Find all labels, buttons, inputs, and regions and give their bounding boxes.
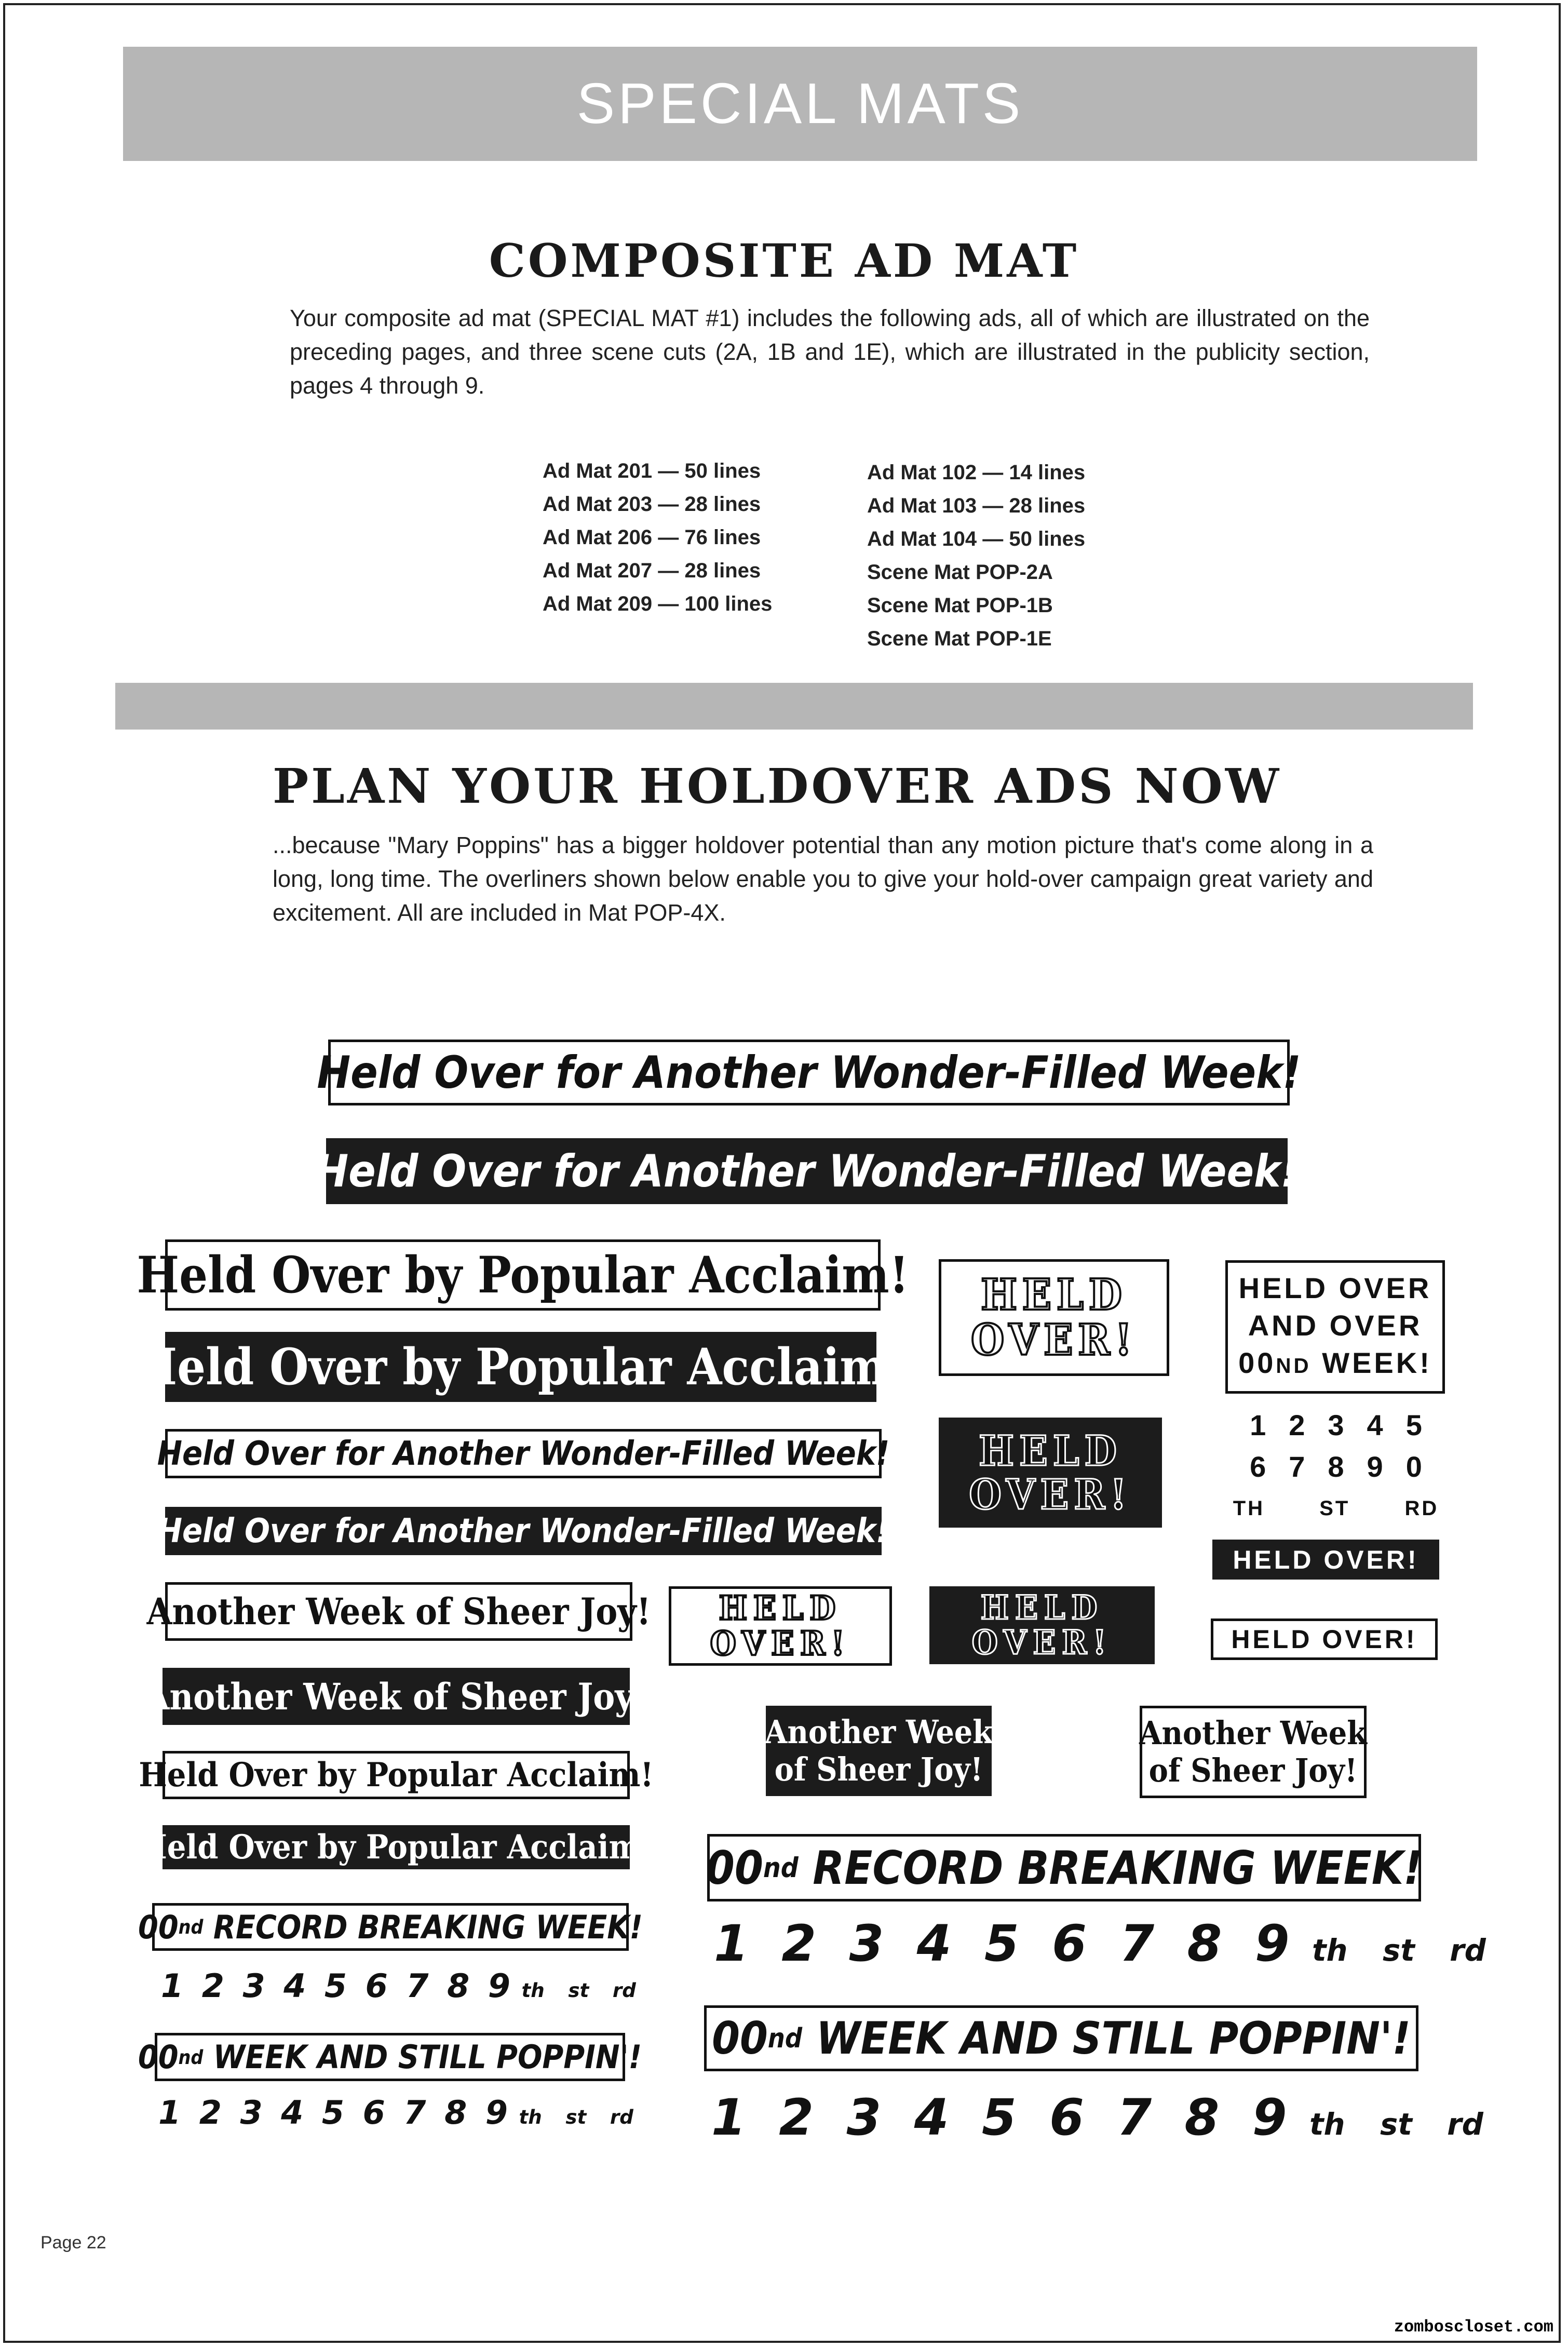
watermark: zomboscloset.com (1391, 2316, 1557, 2338)
numeral-strip-large-1 (714, 1914, 1486, 1973)
overliner-text: RECORD BREAKING WEEK! (203, 1908, 643, 1946)
overliner-wonder-filled-medium: Held Over for Another Wonder-Filled Week! (165, 1507, 882, 1555)
overliner-acclaim-filled-large: Held Over by Popular Acclaim! (165, 1332, 876, 1402)
line-3 (1238, 1344, 1432, 1384)
held-line: HELD (979, 1426, 1122, 1475)
over-line: OVER! (971, 1315, 1137, 1365)
held-over-slab-filled (929, 1586, 1155, 1664)
line-1: Another Week (765, 1713, 993, 1751)
numeral-digits: 1 2 3 4 5 6 7 8 9 (158, 2094, 508, 2132)
numeral-strip-small-2 (158, 2094, 633, 2132)
suffix-th: th (519, 2106, 542, 2128)
suffix-th: th (1309, 2107, 1345, 2142)
mat-list-item: Scene Mat POP-2A (867, 561, 1053, 584)
numeral-digits: 1 2 3 4 5 6 7 8 9 (711, 2088, 1287, 2147)
held-over-outline-strip: HELD OVER! (1211, 1618, 1438, 1660)
numeral-suffix: ND (1276, 1354, 1312, 1378)
line-1: HELD OVER (1238, 1272, 1432, 1304)
suffix-st: ST (1319, 1497, 1350, 1520)
grid-row-2: 67890 (1250, 1450, 1445, 1483)
held-line: HELD (980, 1588, 1104, 1627)
line-1: Another Week (1139, 1714, 1367, 1752)
over-line: OVER! (969, 1470, 1132, 1519)
suffix-st: st (568, 1979, 589, 2002)
mat-list-item: Ad Mat 203 — 28 lines (543, 493, 761, 516)
suffix-st: st (1380, 2107, 1412, 2142)
mat-list-item: Scene Mat POP-1B (867, 594, 1053, 617)
numeral-digits: 1 2 3 4 5 6 7 8 9 (714, 1914, 1290, 1973)
numeral-suffix: nd (178, 2045, 204, 2069)
numeral-placeholder: 00 (706, 1841, 763, 1895)
overliner-wonder-outline-medium: Held Over for Another Wonder-Filled Week! (165, 1429, 882, 1478)
numeral-suffix: nd (178, 1916, 204, 1938)
suffix-th: th (1312, 1933, 1348, 1968)
mat-list-right (867, 456, 1085, 655)
numeral-strip-small-1 (161, 1967, 636, 2005)
overliner-sheer-joy-filled: Another Week of Sheer Joy! (163, 1668, 630, 1725)
numeral-placeholder: 00 (1238, 1346, 1276, 1379)
numeral-grid (1226, 1405, 1445, 1529)
composite-paragraph: Your composite ad mat (SPECIAL MAT #1) includes the following ads, all of which are illustrated on the preceding pages, and three scene cuts (2A, 1B and 1E), which are illustrated in the publicity section, pages 4 through 9. (290, 305, 1370, 399)
line-2: AND OVER (1248, 1309, 1423, 1342)
suffix-rd: rd (1447, 2107, 1483, 2142)
overliner-text: WEEK AND STILL POPPIN'! (203, 2038, 642, 2076)
mat-list-item: Scene Mat POP-1E (867, 627, 1052, 650)
suffix-rd: RD (1404, 1497, 1439, 1520)
sheer-joy-stacked-outline (1140, 1706, 1367, 1798)
numeral-placeholder: 00 (138, 2038, 179, 2076)
suffix-rd: rd (612, 1979, 636, 2002)
grid-row-1: 12345 (1250, 1409, 1445, 1441)
over-line: OVER! (971, 1623, 1113, 1662)
overliner-wonder-filled-large: Held Over for Another Wonder-Filled Week! (326, 1138, 1288, 1204)
held-over-slab-outline (669, 1586, 892, 1666)
suffix-rd: rd (1450, 1933, 1486, 1968)
line-2: of Sheer Joy! (1148, 1751, 1358, 1789)
overliner-acclaim-outline-large: Held Over by Popular Acclaim! (165, 1239, 881, 1311)
mat-list-item: Ad Mat 103 — 28 lines (867, 494, 1086, 517)
suffix-th: TH (1233, 1497, 1265, 1520)
suffix-st: st (1382, 1933, 1415, 1968)
suffix-th: th (521, 1979, 545, 2002)
overliner-wonder-outline-large: Held Over for Another Wonder-Filled Week! (328, 1040, 1290, 1105)
numeral-strip-large-2 (711, 2088, 1483, 2147)
numeral-digits: 1 2 3 4 5 6 7 8 9 (161, 1967, 510, 2005)
holdover-title: PLAN YOUR HOLDOVER ADS NOW (273, 758, 1282, 814)
header-title: SPECIAL MATS (576, 72, 1024, 136)
week-text: WEEK! (1311, 1346, 1432, 1379)
grid-row-3 (1226, 1488, 1445, 1529)
held-over-decorative-filled (939, 1418, 1162, 1528)
line-2: of Sheer Joy! (774, 1750, 983, 1788)
page-number: Page 22 (40, 2233, 106, 2252)
overliner-record-small (138, 1903, 643, 1951)
composite-title: COMPOSITE AD MAT (489, 234, 1079, 288)
overliner-sheer-joy-outline: Another Week of Sheer Joy! (165, 1582, 632, 1641)
held-line: HELD (719, 1589, 842, 1628)
overliner-acclaim-filled-small: Held Over by Popular Acclaim! (163, 1825, 630, 1869)
held-over-filled-strip: HELD OVER! (1212, 1540, 1439, 1580)
mat-list-item: Ad Mat 201 — 50 lines (543, 460, 761, 482)
overliner-poppin-large (704, 2005, 1418, 2071)
mat-list-left (543, 454, 772, 621)
held-over-decorative-outline (939, 1259, 1169, 1376)
section-divider (115, 683, 1473, 730)
held-over-and-over-box (1225, 1260, 1445, 1394)
numeral-placeholder: 00 (712, 2012, 768, 2065)
overliner-text: WEEK AND STILL POPPIN'! (802, 2012, 1411, 2065)
numeral-suffix: nd (767, 2022, 803, 2054)
mat-list-item: Ad Mat 102 — 14 lines (867, 461, 1086, 484)
numeral-suffix: nd (763, 1852, 799, 1884)
header-bar (123, 47, 1477, 161)
mat-list-item: Ad Mat 207 — 28 lines (543, 559, 761, 582)
overliner-text: RECORD BREAKING WEEK! (798, 1841, 1423, 1895)
mat-list-item: Ad Mat 209 — 100 lines (543, 592, 773, 615)
sheer-joy-stacked-filled (766, 1706, 992, 1796)
suffix-st: st (565, 2106, 587, 2128)
overliner-poppin-small (138, 2033, 642, 2081)
mat-list-item: Ad Mat 104 — 50 lines (867, 528, 1086, 550)
overliner-acclaim-outline-small: Held Over by Popular Acclaim! (163, 1751, 630, 1799)
suffix-rd: rd (610, 2106, 633, 2128)
holdover-paragraph: ...because "Mary Poppins" has a bigger holdover potential than any motion picture that's come along in a long, long time. The overliners shown below enable you to give your hold-over campaign great variety and excitement. All are included in Mat POP-4X. (273, 832, 1373, 926)
overliner-record-large (707, 1834, 1421, 1901)
numeral-placeholder: 00 (138, 1908, 179, 1946)
held-line: HELD (981, 1270, 1127, 1320)
mat-list-item: Ad Mat 206 — 76 lines (543, 526, 761, 549)
over-line: OVER! (710, 1624, 851, 1663)
